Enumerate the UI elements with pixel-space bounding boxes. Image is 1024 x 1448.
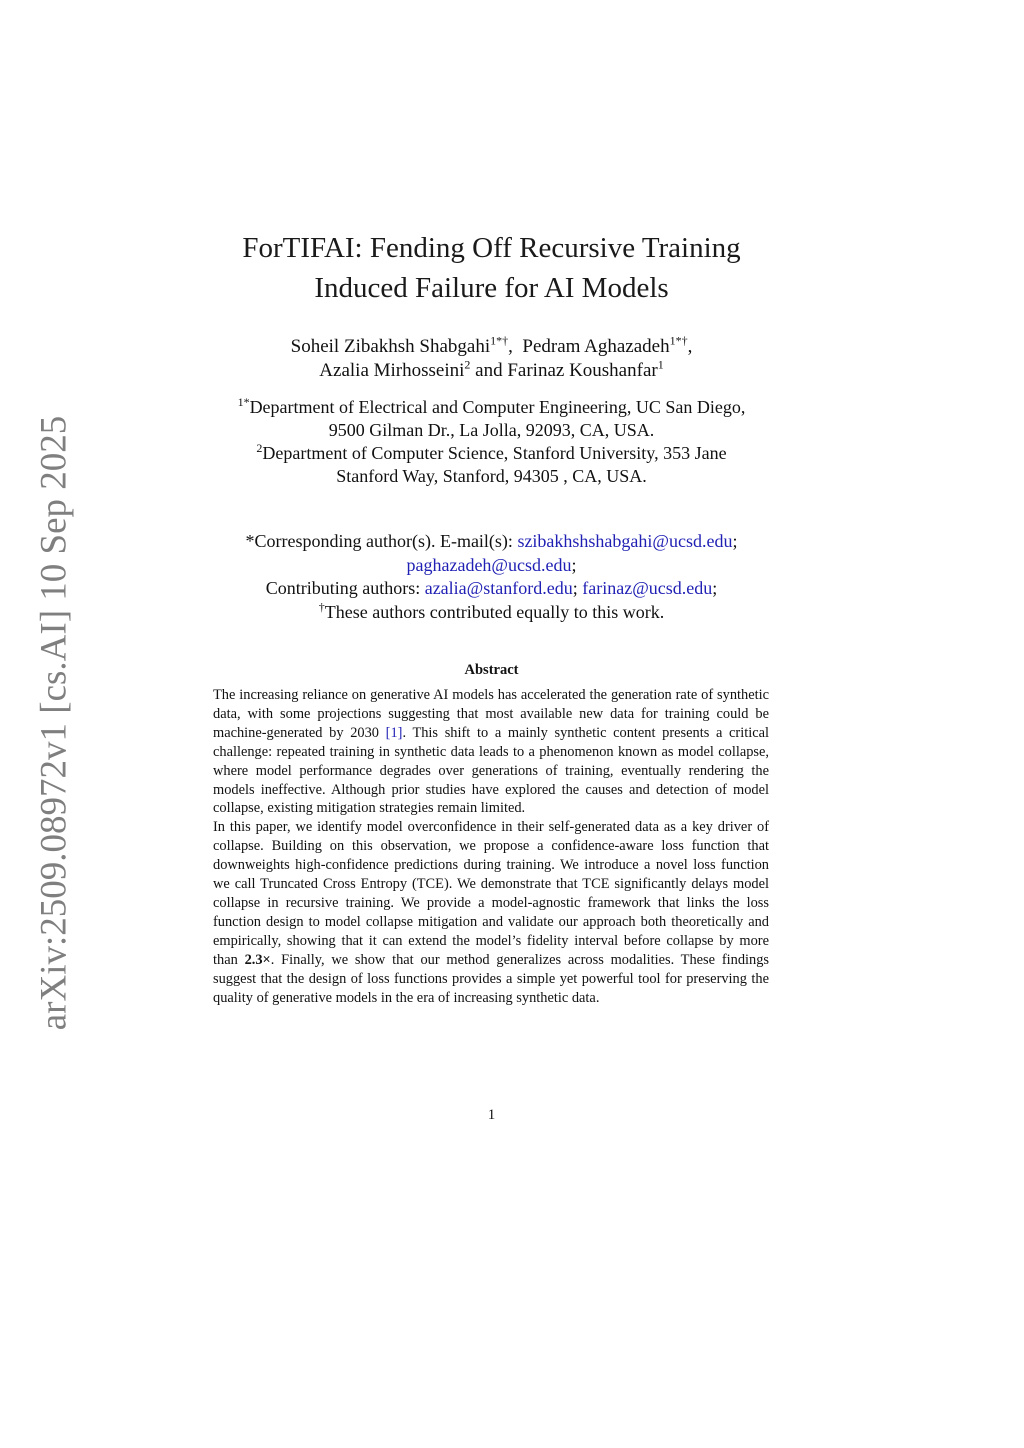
abstract-heading: Abstract (464, 662, 519, 678)
equal-contribution-text: These authors contributed equally to this work. (324, 601, 665, 622)
email-link[interactable]: szibakhshshabgahi@ucsd.edu (517, 531, 733, 551)
contributing-prefix: Contributing authors: (265, 578, 421, 598)
author-affiliation-mark: 1*† (490, 333, 509, 348)
abstract-text: The increasing reliance on generative AI models has accelerated the generation rate of synthetic data, with some projections suggesting that most available new data for training could be machine-generated by 2030 (213, 687, 769, 741)
equal-contribution-note (0, 601, 983, 625)
affiliation-2-line-1 (0, 442, 983, 465)
affiliations (0, 396, 983, 488)
email-link[interactable]: azalia@stanford.edu (424, 578, 573, 598)
page-number: 1 (487, 1107, 496, 1123)
contributing-line: Contributing authors: azalia@stanford.edu; farinaz@ucsd.edu; (265, 578, 718, 598)
author-conjunction: and (475, 360, 503, 381)
affiliation-2-line-2: Stanford Way, Stanford, 94305 , CA, USA. (336, 466, 647, 486)
affiliation-1-line-1 (0, 396, 983, 419)
email-link[interactable]: farinaz@ucsd.edu (582, 578, 713, 598)
affiliation-mark: 1* (237, 395, 250, 409)
paper-title (0, 228, 983, 308)
abstract-text: . Finally, we show that our method generalizes across modalities. These findings suggest that the design of loss functions provides a simple yet powerful tool for preserving the quality of generative models in the era of increasing synthetic data. (213, 951, 769, 1006)
affiliation-mark: 2 (256, 441, 263, 455)
correspondence-block (0, 530, 983, 624)
abstract-text: In this paper, we identify model overconfidence in their self-generated data as a key driver of collapse. Building on this observation, we propose a confidence-aware loss function that downweights high-confidence predictions during training. We introduce a novel loss function we call Truncated Cross Entropy (TCE). We demonstrate that TCE significantly delays model collapse in recursive training. We provide a model-agnostic framework that links the loss function design to model collapse mitigation and validate our approach both theoretically and empirically, showing that it can extend the model’s fidelity interval before collapse by more than (213, 819, 769, 968)
abstract-text: . This shift to a mainly synthetic content presents a critical challenge: repeated training in synthetic data leads to a phenomenon known as model collapse, where model performance degrades over generations of training, eventually rendering the models ineffective. Although prior studies have explored the causes and detection of model collapse, existing mitigation strategies remain limited. (213, 724, 769, 817)
email-link[interactable]: paghazadeh@ucsd.edu (406, 554, 572, 575)
abstract-bold-value: 2.3× (244, 951, 271, 968)
affiliation-text: Department of Computer Science, Stanford University, 353 Jane (262, 443, 727, 463)
abstract-paragraph-2 (213, 818, 769, 1007)
title-line-2: Induced Failure for AI Models (314, 272, 669, 304)
author-affiliation-mark: 1 (657, 357, 664, 372)
citation-link[interactable]: [1] (385, 724, 403, 741)
arxiv-identifier-stamp: arXiv:2509.08972v1 [cs.AI] 10 Sep 2025 (33, 415, 75, 1031)
abstract-body (213, 686, 769, 1007)
corresponding-line: *Corresponding author(s). E-mail(s): szibakhshshabgahi@ucsd.edu; (245, 531, 738, 551)
title-line-1: ForTIFAI: Fending Off Recursive Training (242, 232, 741, 264)
author-name: Soheil Zibakhsh Shabgahi (290, 336, 491, 357)
author-affiliation-mark: 2 (464, 357, 471, 372)
corresponding-prefix: *Corresponding author(s). E-mail(s): (245, 531, 513, 551)
abstract-paragraph-1 (213, 686, 769, 818)
author-list (0, 335, 983, 383)
author-name: Farinaz Koushanfar (507, 360, 658, 381)
author-affiliation-mark: 1*† (669, 333, 688, 348)
author-line-2 (0, 359, 983, 383)
author-line-1: Soheil Zibakhsh Shabgahi$^{1*\dagger}$, Pedram Aghazadeh$^{1*\dagger}$, (290, 333, 693, 357)
author-name: Pedram Aghazadeh (522, 336, 670, 357)
corresponding-line-2: paghazadeh@ucsd.edu; (406, 554, 577, 575)
affiliation-text: Department of Electrical and Computer Engineering, UC San Diego, (249, 397, 746, 417)
author-name: Azalia Mirhosseini (319, 360, 465, 381)
dagger-mark: † (318, 599, 325, 614)
affiliation-1-line-2: 9500 Gilman Dr., La Jolla, 92093, CA, USA. (328, 420, 655, 440)
